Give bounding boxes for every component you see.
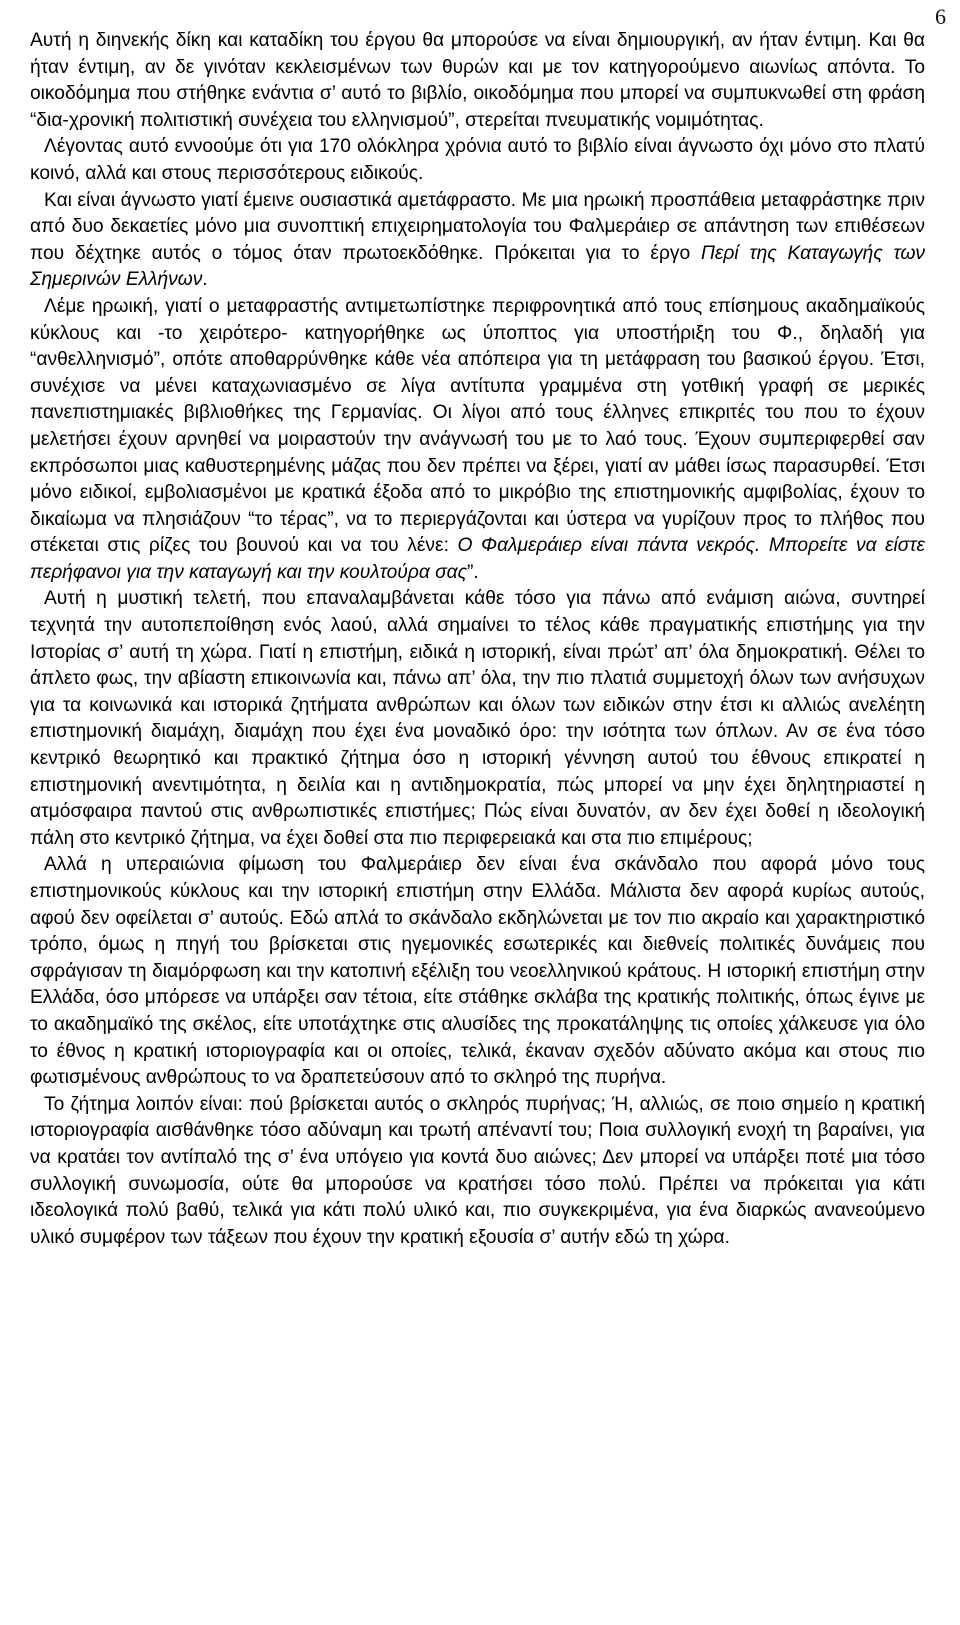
paragraph bbox=[30, 852, 925, 1091]
text-segment: Και είναι άγνωστο γιατί έμεινε ουσιαστικά αμετάφραστο. Με μια ηρωική προσπάθεια μεταφράστηκε πριν από δυο δεκαετίες μόνο μια συνοπτική επιχειρηματολογία του Φαλμεράιερ σε απάντηση των επιθέσεων που δέχτηκε αυτός ο τόμος όταν πρωτοεκδόθηκε. Πρόκειται για το έργο bbox=[30, 189, 925, 264]
paragraph bbox=[30, 188, 925, 294]
paragraph bbox=[30, 294, 925, 587]
italic-text: Ο Φαλμεράιερ είναι πάντα νεκρός. Μπορείτε να είστε περήφανοι για την καταγωγή και την κουλτούρα σας bbox=[30, 535, 925, 583]
paragraph bbox=[30, 28, 925, 134]
italic-text: Περί της Καταγωγής των Σημερινών Ελλήνων bbox=[30, 242, 925, 291]
text-segment: ”. bbox=[466, 561, 479, 583]
body-text bbox=[30, 28, 925, 1251]
text-segment: Αλλά η υπεραιώνια φίμωση του Φαλμεράιερ δεν είναι ένα σκάνδαλο που αφορά μόνο τους επιστημονικούς κύκλους και την ιστορική επιστήμη στην Ελλάδα. Μάλιστα δεν αφορά κυρίως αυτούς, αφού δεν οφείλεται σ’ αυτούς. Εδώ απλά το σκάνδαλο εκδηλώνεται με τον πιο ακραίο και χαρακτηριστικό τρόπο, όμως η πηγή του βρίσκεται στις ηγεμονικές εσωτερικές και διεθνείς πολιτικές δυνάμεις που σφράγισαν τη διαμόρφωση και την κατοπινή εξέλιξη του νεοελληνικού κράτους. Η ιστορική επιστήμη στην Ελλάδα, όσο μπόρεσε να υπάρξει σαν τέτοια, είτε στάθηκε σκλάβα της κρατικής πολιτικής, όπως έγινε με το ακαδημαϊκό της σκέλος, είτε υποτάχτηκε στις αλυσίδες της προκατάληψης τις οποίες χάλκευσε για όλο το έθνος η κρατική ιστοριογραφία και οι οποίες, τελικά, έκαναν σχεδόν αδύνατο ακόμα και στους πιο φωτισμένους ανθρώπους το να δραπετεύσουν από το σκληρό της πυρήνα. bbox=[30, 854, 925, 1089]
text-segment: Αυτή η μυστική τελετή, που επαναλαμβάνεται κάθε τόσο για πάνω από ενάμιση αιώνα, συντηρεί τεχνητά την αυτοπεποίθηση ενός λαού, αλλά σημαίνει το τέλος κάθε πραγματικής επιστήμης για την Ιστορίας σ’ αυτή τη χώρα. Γιατί η επιστήμη, ειδικά η ιστορική, είναι πρώτ’ απ’ όλα δημοκρατική. Θέλει το άπλετο φως, την αβίαστη επικοινωνία και, πάνω απ’ όλα, την πιο πλατιά συμμετοχή όλων των ανήσυχων για τα κοινωνικά και ιστορικά ζητήματα ανθρώπων και όλων των ειδικών στην έτσι κι αλλιώς ανελέητη επιστημονική διαμάχη, διαμάχη που έχει ένα μοναδικό όρο: την ισότητα των όπλων. Αν σε ένα τόσο κεντρικό θεωρητικό και πρακτικό ζήτημα όσο η ιστορική γέννηση αυτού του έθνους επικρατεί η επιστημονική ανεντιμότητα, η δειλία και η αντιδημοκρατία, πώς μπορεί να μην έχει δηλητηριαστεί η ατμόσφαιρα παντού στις ανθρωπιστικές επιστήμες; Πώς είναι δυνατόν, αν δεν έχει δοθεί η ιδεολογική πάλη στο κεντρικό ζήτημα, να έχει δοθεί στα πιο περιφερειακά και στα πιο επιμέρους; bbox=[30, 588, 925, 849]
text-segment: . bbox=[202, 269, 208, 291]
paragraph bbox=[30, 586, 925, 852]
text-segment: Λέγοντας αυτό εννοούμε ότι για 170 ολόκληρα χρόνια αυτό το βιβλίο είναι άγνωστο όχι μόνο στο πλατύ κοινό, αλλά και στους περισσότερους ειδικούς. bbox=[30, 136, 925, 184]
text-segment: Το ζήτημα λοιπόν είναι: πού βρίσκεται αυτός ο σκληρός πυρήνας; Ή, αλλιώς, σε ποιο σημείο η κρατική ιστοριογραφία αισθάνθηκε τόσο αδύναμη και τρωτή απέναντί του; Ποια συλλογική ενοχή τη βαραίνει, για να κρατάει τον αντίπαλό της σ’ ένα υπόγειο για κοντά δυο αιώνες; Δεν μπορεί να υπάρξει ποτέ μια τόσο συλλογική συνωμοσία, ούτε θα μπορούσε να κρατήσει τόσο πολύ. Πρέπει να πρόκειται για κάτι ιδεολογικά πολύ βαθύ, τελικά για κάτι πολύ υλικό και, πιο συγκεκριμένα, για ένα διαρκώς ανανεούμενο υλικό συμφέρον των τάξεων που έχουν την κρατική εξουσία σ’ αυτήν εδώ τη χώρα. bbox=[30, 1093, 925, 1248]
paragraph bbox=[30, 134, 925, 187]
page-number: 6 bbox=[935, 4, 946, 29]
text-segment: Λέμε ηρωική, γιατί ο μεταφραστής αντιμετωπίστηκε περιφρονητικά από τους επίσημους ακαδημαϊκούς κύκλους και -το χειρότερο- κατηγορήθηκε ως ύποπτος για υποστήριξη του Φ., δηλαδή για “ανθελληνισμό”, οπότε αποθαρρύνθηκε κάθε νέα απόπειρα για τη μετάφραση του βασικού έργου. Έτσι, συνέχισε να μένει καταχωνιασμένο σε λίγα αντίτυπα γραμμένα στη γοτθική γραφή σε μερικές πανεπιστημιακές βιβλιοθήκες της Γερμανίας. Οι λίγοι από τους έλληνες επικριτές του που το έχουν μελετήσει έχουν αρνηθεί να μοιραστούν την ανάγνωσή του με το λαό τους. Έχουν συμπεριφερθεί σαν εκπρόσωποι μιας καθυστερημένης μάζας που δεν πρέπει να ξέρει, γιατί αν μάθει ίσως παρασυρθεί. Έτσι μόνο ειδικοί, εμβολιασμένοι με κρατικά έξοδα από το μικρόβιο της επιστημονικής αμφιβολίας, έχουν το δικαίωμα να πλησιάζουν “το τέρας”, να το περιεργάζονται και ύστερα να γυρίζουν προς το πλήθος που στέκεται στις ρίζες του βουνού και να του λένε: bbox=[30, 295, 925, 557]
paragraph bbox=[30, 1092, 925, 1252]
text-segment: Αυτή η διηνεκής δίκη και καταδίκη του έργου θα μπορούσε να είναι δημιουργική, αν ήταν έντιμη. Και θα ήταν έντιμη, αν δε γινόταν κεκλεισμένων των θυρών και με τον κατηγορούμενο αιωνίως απόντα. Το οικοδόμημα που στήθηκε ενάντια σ’ αυτό το βιβλίο, οικοδόμημα που μπορεί να συμπυκνωθεί στη φράση “δια-χρονική πολιτιστική συνέχεια του ελληνισμού”, στερείται πνευματικής νομιμότητας. bbox=[30, 30, 925, 131]
